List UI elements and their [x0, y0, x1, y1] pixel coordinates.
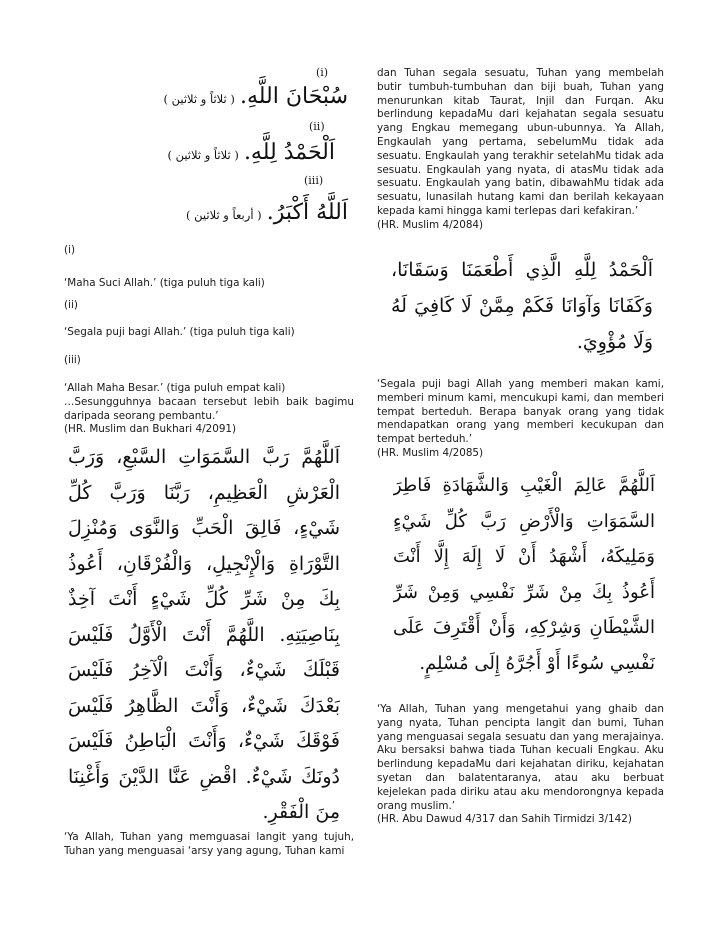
reference-muslim-2084: (HR. Muslim 4/2084): [377, 218, 484, 231]
tasbih-count-ii: ( ثلاثاً و ثلاثين ): [167, 148, 239, 162]
tasbih-label-iii: (iii): [304, 174, 324, 187]
translation-iii: ‘Allah Maha Besar.’ (tiga puluh empat kali): [64, 382, 286, 394]
translation-alim: ‘Ya Allah, Tuhan yang mengetahui yang ghaib dan yang nyata, Tuhan pencipta langit dan bumi, Tuhan yang menguasai segala sesuatu dan yang merajainya. Aku bersaksi bahwa tiada Tuhan kecuali Engkau. Aku berlindung kepadaMu dari kejahatan diriku, kejahatan syetan dan balatentaranya, atau aku berbuat kejelekan pada diriku atau aku mendorongnya kepada orang muslim.’: [377, 703, 664, 812]
translation-hamd-block: [377, 378, 664, 461]
arabic-line: دُونَكَ شَيْءٌ. اقْضِ عَنَّا الدَّيْنَ وَأَغْنِنَا: [68, 765, 340, 788]
translation-i: ‘Maha Suci Allah.’ (tiga puluh tiga kali): [64, 277, 265, 289]
arabic-line: السَّمَوَاتِ وَالْأَرْضِ رَبَّ كُلِّ شَيْءٍ: [393, 510, 655, 532]
tasbih-arabic-iii: اَللَّهُ أَكْبَرُ.: [266, 200, 348, 225]
tasbih-note-block: [64, 382, 354, 437]
arabic-doa-alimal-ghaib: [393, 468, 655, 681]
label-ii: (ii): [64, 299, 78, 311]
tasbih-arabic-i: سُبْحَانَ اللَّهِ.: [239, 84, 348, 109]
arabic-line: الْعَرْشِ الْعَظِيمِ، رَبَّنَا وَرَبَّ كُلِّ: [68, 481, 340, 504]
arabic-line: وَلَا مُؤْوِيَ.: [576, 331, 653, 353]
arabic-line: اَللَّهُمَّ عَالِمَ الْغَيْبِ وَالشَّهَادَةِ فَاطِرَ: [393, 475, 655, 496]
arabic-doa-hamd-after-food: [391, 252, 653, 360]
translation-hamd: ‘Segala puji bagi Allah yang memberi makan kami, memberi minum kami, mencukupi kami, dan memberi tempat berteduh. Berapa banyak orang yang tidak mendapatkan orang yang memberi kecukupan dan tempat berteduh.’: [377, 378, 664, 446]
tasbih-label-i: (i): [316, 66, 329, 79]
arabic-doa-rabbas-samawat: [68, 440, 340, 831]
arabic-line: بَعْدَكَ شَيْءٌ، وَأَنْتَ الظَّاهِرُ فَلَيْسَ: [68, 694, 340, 717]
tasbih-label-ii: (ii): [309, 120, 325, 133]
translation-continuation-block: [377, 67, 664, 233]
label-i: (i): [64, 244, 75, 256]
arabic-line: فَوْقَكَ شَيْءٌ، وَأَنْتَ الْبَاطِنُ فَلَيْسَ: [68, 730, 340, 752]
reference-muslim-2085: (HR. Muslim 4/2085): [377, 446, 484, 459]
arabic-line: وَكَفَانَا وَآوَانَا فَكَمْ مِمَّنْ لَا كَافِيَ لَهُ: [391, 295, 653, 317]
translation-ii: ‘Segala puji bagi Allah.’ (tiga puluh tiga kali): [64, 326, 295, 338]
tasbih-line-ii: [167, 140, 335, 165]
arabic-line: قَبْلَكَ شَيْءٌ، وَأَنْتَ الْآخِرُ فَلَيْسَ: [68, 659, 340, 681]
label-iii: (iii): [64, 354, 81, 366]
translation-doa-rabbas-samawat: ‘Ya Allah, Tuhan yang memguasai langit yang tujuh, Tuhan yang menguasai ‘arsy yang agung, Tuhan kami: [64, 831, 354, 857]
arabic-line: بِنَاصِيَتِهِ. اللَّهُمَّ أَنْتَ الْأَوَّلُ فَلَيْسَ: [68, 623, 340, 646]
tasbih-count-i: ( ثلاثاً و ثلاثين ): [163, 92, 235, 106]
translation-alim-block: [377, 703, 664, 827]
arabic-line: بِكَ مِنْ شَرِّ كُلِّ شَيْءٍ أَنْتَ آخِذٌ: [68, 588, 340, 610]
tasbih-virtue-note: …Sesungguhnya bacaan tersebut lebih baik bagimu daripada seorang pembantu.’: [64, 395, 354, 422]
arabic-line: نَفْسِي سُوءًا أَوْ أَجُرَّهُ إِلَى مُسْلِمٍ.: [419, 652, 655, 674]
tasbih-line-iii: [186, 200, 348, 225]
arabic-line: مِنَ الْفَقْرِ.: [262, 801, 340, 823]
arabic-line: وَمَلِيكَهُ، أَشْهَدُ أَنْ لَا إِلَهَ إِلَّا أَنْتَ: [393, 546, 655, 567]
arabic-line: التَّوْرَاةِ وَالْإِنْجِيلِ، وَالْفُرْقَانِ، أَعُوذُ: [68, 552, 340, 575]
reference-abu-dawud-tirmidzi: (HR. Abu Dawud 4/317 dan Sahih Tirmidzi 3/142): [377, 813, 632, 826]
reference-muslim-bukhari: (HR. Muslim dan Bukhari 4/2091): [64, 423, 237, 436]
tasbih-arabic-ii: اَلْحَمْدُ لِلَّهِ.: [243, 140, 335, 165]
arabic-line: اَلْحَمْدُ لِلَّهِ الَّذِي أَطْعَمَنَا وَسَقَانَا،: [391, 259, 653, 281]
tasbih-line-i: [163, 84, 348, 109]
arabic-line: اَللَّهُمَّ رَبَّ السَّمَوَاتِ السَّبْعِ، وَرَبَّ: [68, 446, 340, 468]
arabic-line: الشَّيْطَانِ وَشِرْكِهِ، وَأَنْ أَقْتَرِفَ عَلَى: [393, 617, 655, 638]
tasbih-count-iii: ( أربعاً و ثلاثين ): [186, 208, 262, 222]
translation-continuation: dan Tuhan segala sesuatu, Tuhan yang membelah butir tumbuh-tumbuhan dan biji buah, Tuhan yang menurunkan kitab Taurat, Injil dan Furqan. Aku berlindung kepadaMu dari kejahatan segala sesuatu yang Engkau memegang ubun-ubunnya. Ya Allah, Engkaulah yang pertama, sebelumMu tidak ada sesuatu. Engkaulah yang terakhir setelahMu tidak ada sesuatu. Engkaulah yang nyata, di atasMu tidak ada sesuatu. Engkaulah yang batin, dibawahMu tidak ada sesuatu, lunasilah hutang kami dan berilah kekayaan kepada kami hingga kami terlepas dari kefakiran.’: [377, 67, 664, 217]
arabic-line: أَعُوذُ بِكَ مِنْ شَرِّ نَفْسِي وَمِنْ شَرِّ: [393, 581, 655, 603]
arabic-line: شَيْءٍ، فَالِقَ الْحَبِّ وَالنَّوَى وَمُنْزِلَ: [68, 517, 340, 539]
